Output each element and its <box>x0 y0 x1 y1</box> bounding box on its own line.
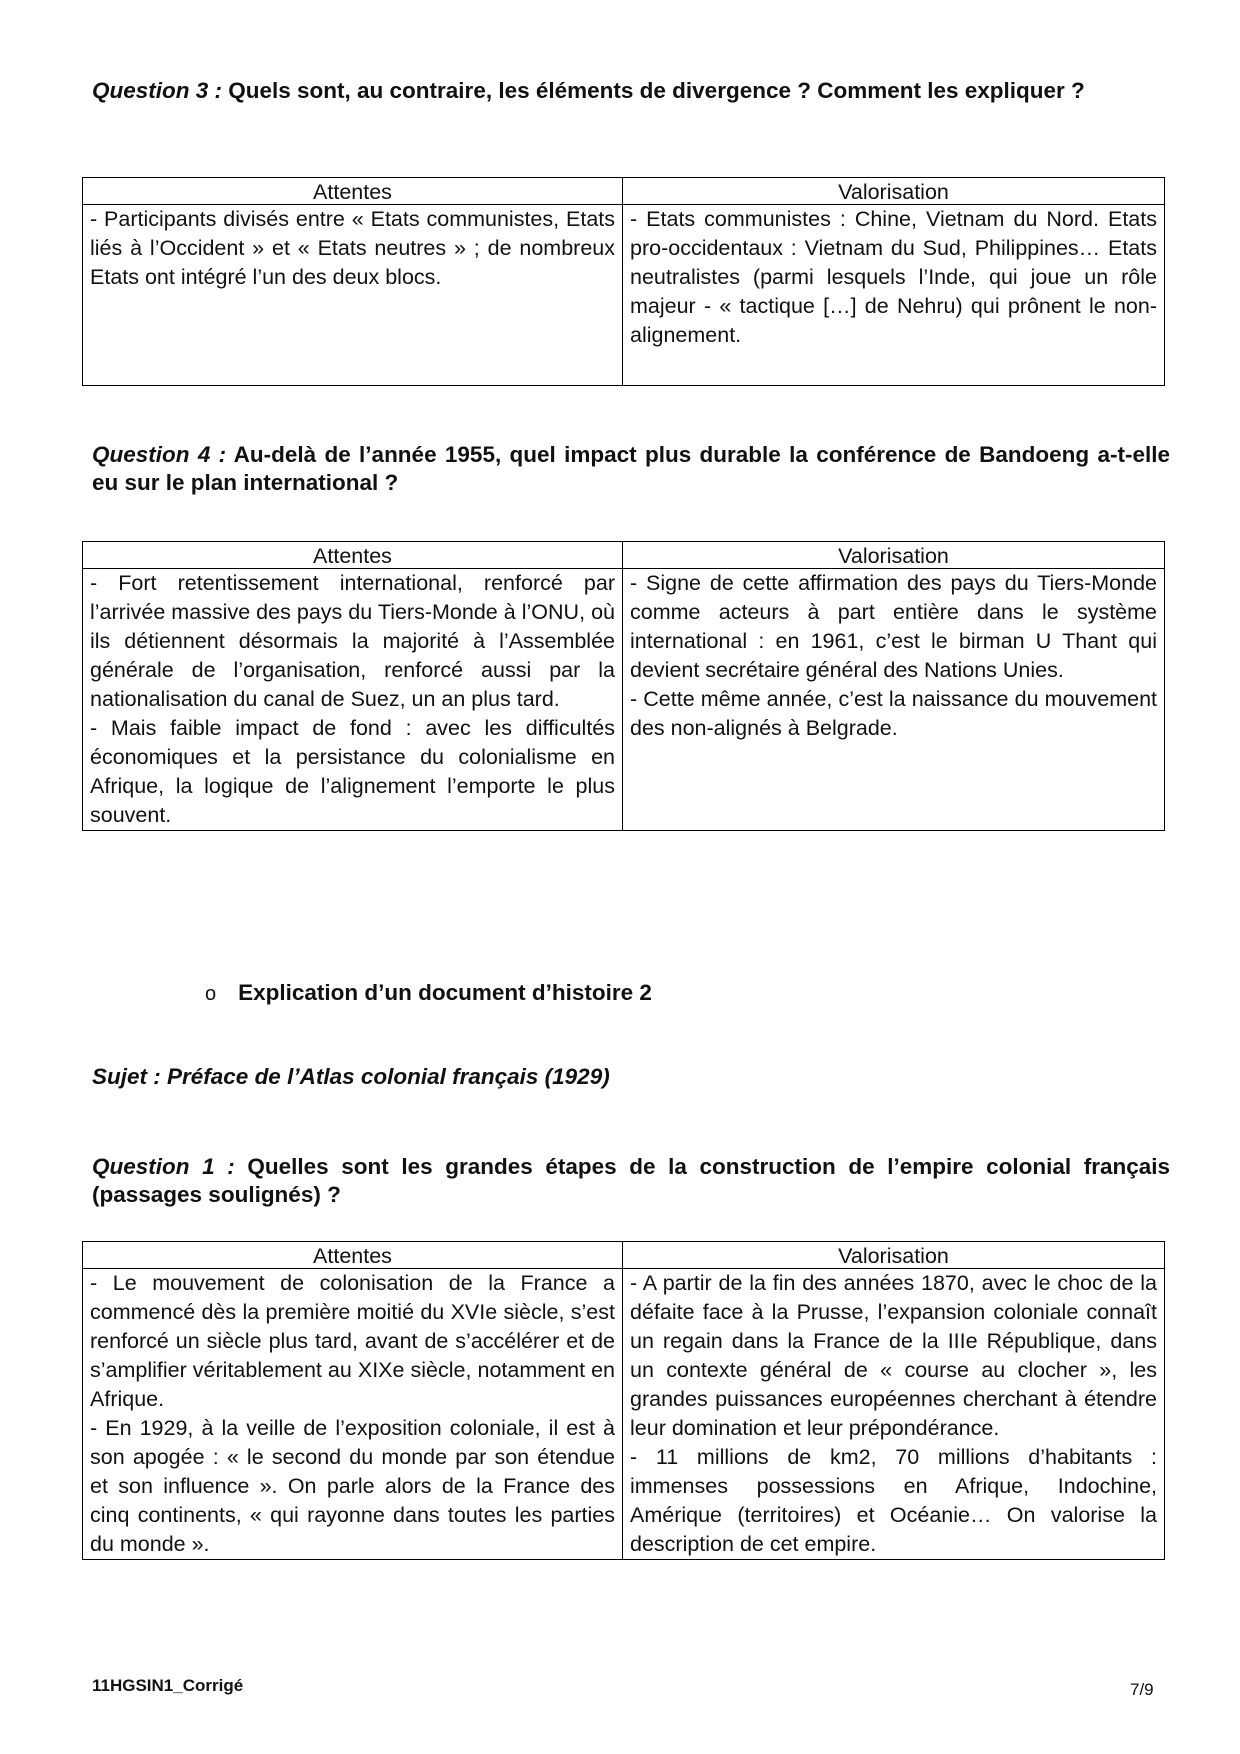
question-3-text: Quels sont, au contraire, les éléments de divergence ? Comment les expliquer ? <box>222 78 1085 103</box>
attentes-paragraph: - En 1929, à la veille de l’exposition coloniale, il est à son apogée : « le second du monde par son étendue et son influence ». On parle alors de la France des cinq continents, « qui rayonne dans toutes les parties du monde ». <box>90 1416 615 1556</box>
attentes-paragraph: - Participants divisés entre « Etats communistes, Etats liés à l’Occident » et « Etats neutres » ; de nombreux Etats ont intégré l’un des deux blocs. <box>90 207 615 289</box>
header-valorisation: Valorisation <box>623 542 1165 569</box>
question-1-label: Question 1 : <box>92 1154 235 1179</box>
footer-page-number: 7/9 <box>1130 1680 1154 1699</box>
attentes-cell <box>83 569 623 831</box>
valorisation-paragraph: - Cette même année, c’est la naissance du mouvement des non-alignés à Belgrade. <box>630 687 1157 740</box>
attentes-cell <box>83 205 623 386</box>
table-row <box>83 1269 1165 1560</box>
question-4-heading <box>92 441 1170 497</box>
attentes-paragraph: - Fort retentissement international, renforcé par l’arrivée massive des pays du Tiers-Monde à l’ONU, où ils détiennent désormais la majorité à l’Assemblée générale de l’organisation, renforcé aussi par la nationalisation du canal de Suez, un an plus tard. <box>90 571 615 711</box>
question-3-label: Question 3 : <box>92 78 223 103</box>
header-attentes: Attentes <box>83 542 623 569</box>
valorisation-paragraph: - Etats communistes : Chine, Vietnam du Nord. Etats pro-occidentaux : Vietnam du Sud, Philippines… Etats neutralistes (parmi lesquels l’Inde, qui joue un rôle majeur - « tactique […] de Nehru) qui prônent le non-alignement. <box>630 207 1157 347</box>
header-valorisation: Valorisation <box>623 1242 1165 1269</box>
valorisation-paragraph: - 11 millions de km2, 70 millions d’habitants : immenses possessions en Afrique, Indochine, Amérique (territoires) et Océanie… On valorise la description de cet empire. <box>630 1445 1157 1556</box>
question-1-text: Quelles sont les grandes étapes de la construction de l’empire colonial français (passages soulignés) ? <box>92 1154 1171 1207</box>
table-row <box>83 205 1165 386</box>
valorisation-cell <box>623 569 1165 831</box>
question-4-label: Question 4 : <box>92 442 227 467</box>
section-title: Explication d’un document d’histoire 2 <box>238 980 652 1005</box>
attentes-cell <box>83 1269 623 1560</box>
question-3-table <box>82 177 1165 386</box>
header-attentes: Attentes <box>83 1242 623 1269</box>
question-4-text: Au-delà de l’année 1955, quel impact plus durable la conférence de Bandoeng a-t-elle eu sur le plan international ? <box>92 442 1170 495</box>
header-valorisation: Valorisation <box>623 178 1165 205</box>
table-header-row <box>83 178 1165 205</box>
question-1-table <box>82 1241 1165 1560</box>
footer-document-code: 11HGSIN1_Corrigé <box>92 1676 244 1695</box>
table-header-row <box>83 1242 1165 1269</box>
valorisation-cell <box>623 1269 1165 1560</box>
bullet-marker: o <box>205 983 217 1005</box>
section-heading <box>205 979 652 1008</box>
question-4-table <box>82 541 1165 831</box>
valorisation-paragraph: - Signe de cette affirmation des pays du Tiers-Monde comme acteurs à part entière dans le système international : en 1961, c’est le birman U Thant qui devient secrétaire général des Nations Unies. <box>630 571 1157 682</box>
table-row <box>83 569 1165 831</box>
subject-line: Sujet : Préface de l’Atlas colonial français (1929) <box>92 1064 610 1089</box>
valorisation-paragraph: - A partir de la fin des années 1870, avec le choc de la défaite face à la Prusse, l’expansion coloniale connaît un regain dans la France de la IIIe République, dans un contexte général de « course au clocher », les grandes puissances européennes cherchant à étendre leur domination et leur prépondérance. <box>630 1271 1157 1440</box>
attentes-paragraph: - Mais faible impact de fond : avec les difficultés économiques et la persistance du colonialisme en Afrique, la logique de l’alignement l’emporte le plus souvent. <box>90 716 615 827</box>
table-header-row <box>83 542 1165 569</box>
attentes-paragraph: - Le mouvement de colonisation de la France a commencé dès la première moitié du XVIe siècle, s’est renforcé un siècle plus tard, avant de s’accélérer et de s’amplifier véritablement au XIXe siècle, notamment en Afrique. <box>90 1271 615 1411</box>
valorisation-cell <box>623 205 1165 386</box>
question-1-heading <box>92 1153 1170 1209</box>
question-3-heading <box>92 77 1170 105</box>
header-attentes: Attentes <box>83 178 623 205</box>
